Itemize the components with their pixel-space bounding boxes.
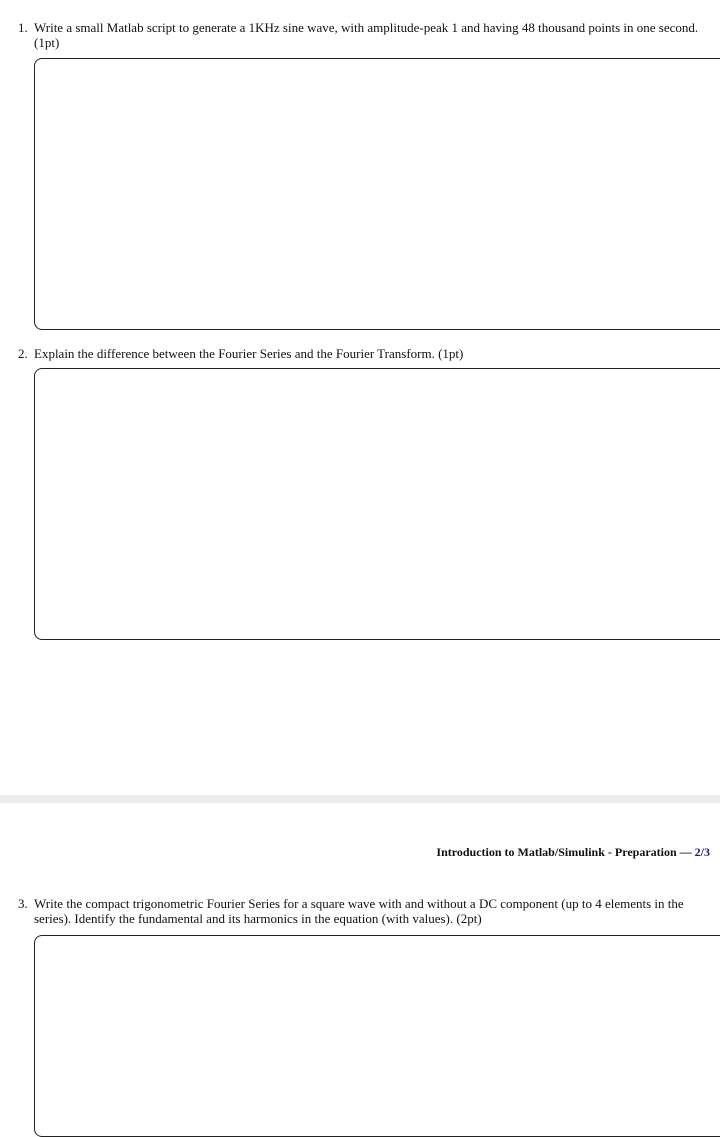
question-1	[18, 20, 718, 50]
question-3-number: 3.	[18, 896, 28, 911]
question-1-text: Write a small Matlab script to generate a 1KHz sine wave, with amplitude-peak 1 and having 48 thousand points in one second. (1pt)	[34, 20, 699, 50]
running-header	[436, 845, 710, 860]
question-3	[18, 896, 718, 926]
question-1-number: 1.	[18, 20, 28, 35]
question-2-number: 2.	[18, 346, 28, 361]
question-2	[18, 346, 718, 361]
question-3-text: Write the compact trigonometric Fourier Series for a square wave with and without a DC component (up to 4 elements in the series). Identify the fundamental and its harmonics in the equation (with values). (2pt)	[34, 896, 684, 926]
header-title: Introduction to Matlab/Simulink - Preparation —	[436, 845, 692, 859]
answer-box-1[interactable]	[34, 58, 720, 330]
page-separator	[0, 795, 720, 803]
header-page-number: 2/3	[694, 845, 710, 859]
answer-box-3[interactable]	[34, 935, 720, 1137]
question-2-text: Explain the difference between the Fourier Series and the Fourier Transform. (1pt)	[34, 346, 464, 361]
answer-box-2[interactable]	[34, 368, 720, 640]
